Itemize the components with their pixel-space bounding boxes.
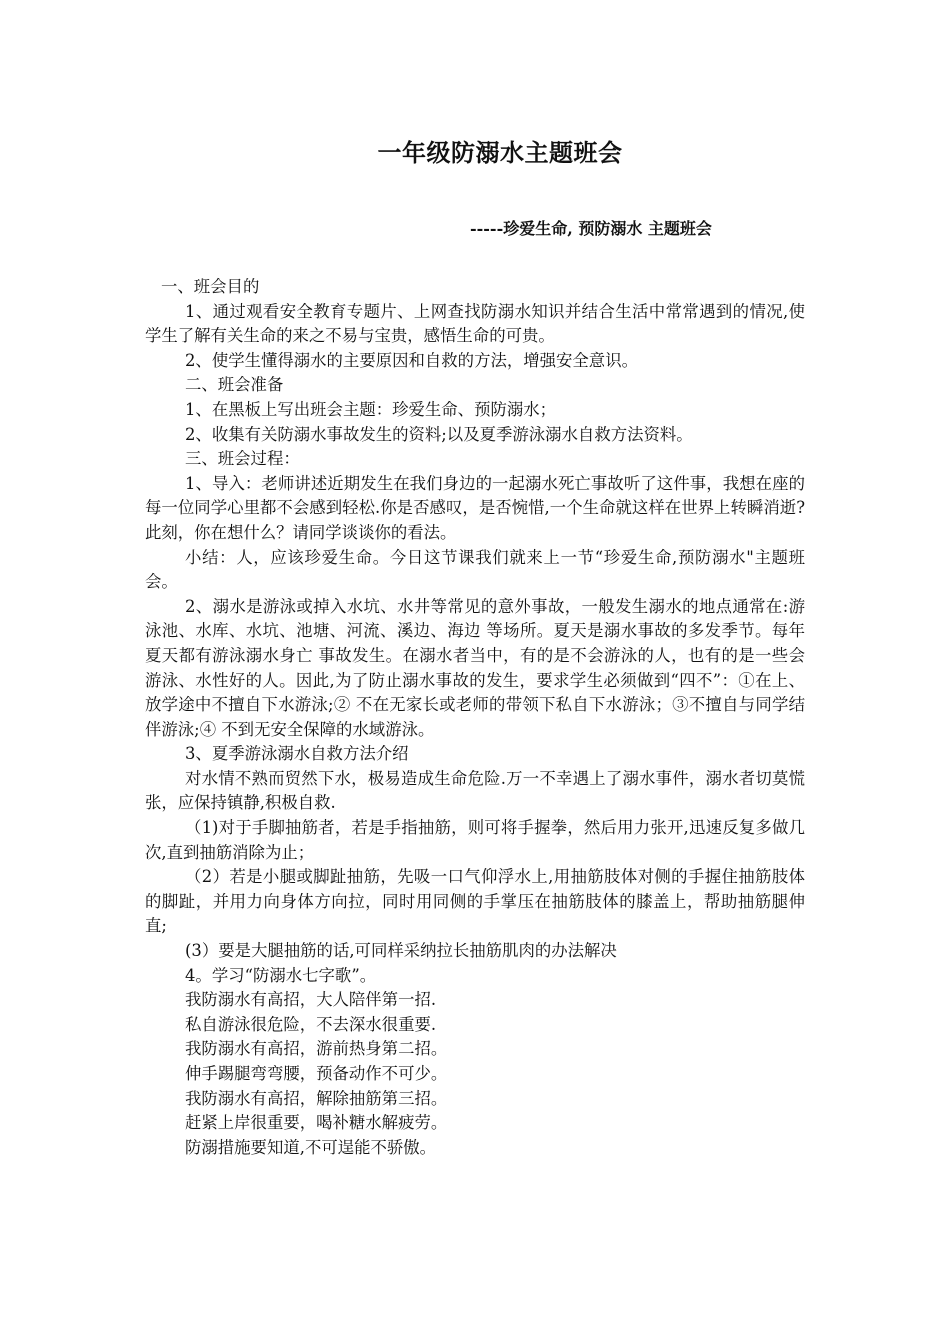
paragraph: （1)对于手脚抽筋者，若是手指抽筋，则可将手握拳，然后用力张开,迅速反复多做几次,直到抽筋消除为止； xyxy=(145,818,805,862)
paragraph: 小结：人，应该珍爱生命。今日这节课我们就来上一节“珍爱生命,预防溺水"主题班会。 xyxy=(145,547,805,592)
document-subtitle: -----珍爱生命, 预防溺水 主题班会 xyxy=(470,219,712,238)
paragraph: 对水情不熟而贸然下水，极易造成生命危险.万一不幸遇上了溺水事件，溺水者切莫慌张，应保持镇静,积极自救. xyxy=(145,768,805,813)
paragraph: 2、溺水是游泳或掉入水坑、水井等常见的意外事故，一般发生溺水的地点通常在:游泳池、水库、水坑、池塘、河流、溪边、海边 等场所。夏天是溺水事故的多发季节。每年夏天都有游泳溺水身亡 事故发生。在溺水者当中，有的是不会游泳的人，也有的是一些会游泳、水性好的人。因此,为了防止溺水事故的发生，要求学生必须做到“四不”：①在上、放学途中不擅自下水游泳;② 不在无家长或老师的带领下私自下水游泳；③不擅自与同学结伴游泳;④ 不到无安全保障的水域游泳。 xyxy=(145,596,805,739)
paragraph: （2）若是小腿或脚趾抽筋，先吸一口气仰浮水上,用抽筋肢体对侧的手握住抽筋肢体的脚趾，并用力向身体方向拉，同时用同侧的手掌压在抽筋肢体的膝盖上，帮助抽筋腿伸直; xyxy=(145,867,805,936)
poem-line: 防溺措施要知道,不可逞能不骄傲。 xyxy=(185,1137,437,1157)
section-heading-goal: 一、班会目的 xyxy=(161,277,260,296)
section-heading-process: 三、班会过程： xyxy=(185,449,300,469)
section-heading-prep: 二、班会准备 xyxy=(185,375,284,395)
poem-line: 我防溺水有高招，大人陪伴第一招. xyxy=(185,990,437,1010)
paragraph: 4。学习“防溺水七字歌”。 xyxy=(185,965,377,985)
poem-line: 赶紧上岸很重要，喝补糖水解疲劳。 xyxy=(185,1113,448,1133)
document-body xyxy=(145,275,805,1160)
poem-line: 伸手踢腿弯弯腰，预备动作不可少。 xyxy=(185,1064,448,1083)
paragraph: (3）要是大腿抽筋的话,可同样采纳拉长抽筋肌肉的办法解决 xyxy=(185,941,617,961)
poem-line: 我防溺水有高招，游前热身第二招。 xyxy=(185,1039,448,1059)
paragraph: 3、夏季游泳溺水自救方法介绍 xyxy=(185,744,409,764)
document-title: 一年级防溺水主题班会 xyxy=(377,138,623,167)
poem-line: 私自游泳很危险，不去深水很重要. xyxy=(185,1014,437,1034)
paragraph: 1、导入：老师讲述近期发生在我们身边的一起溺水死亡事故听了这件事，我想在座的每一位同学心里都不会感到轻松.你是否感叹，是否惋惜,一个生命就这样在世界上转瞬消逝?此刻，你在想什么？请同学谈谈你的看法。 xyxy=(145,473,805,542)
poem-line: 我防溺水有高招，解除抽筋第三招。 xyxy=(185,1088,448,1108)
paragraph: 1、在黑板上写出班会主题：珍爱生命、预防溺水； xyxy=(185,399,557,419)
paragraph: 2、收集有关防溺水事故发生的资料;以及夏季游泳溺水自救方法资料。 xyxy=(185,424,693,444)
paragraph: 2、使学生懂得溺水的主要原因和自救的方法，增强安全意识。 xyxy=(185,350,638,370)
paragraph: 1、通过观看安全教育专题片、上网查找防溺水知识并结合生活中常常遇到的情况,使学生了解有关生命的来之不易与宝贵，感悟生命的可贵。 xyxy=(145,301,805,346)
